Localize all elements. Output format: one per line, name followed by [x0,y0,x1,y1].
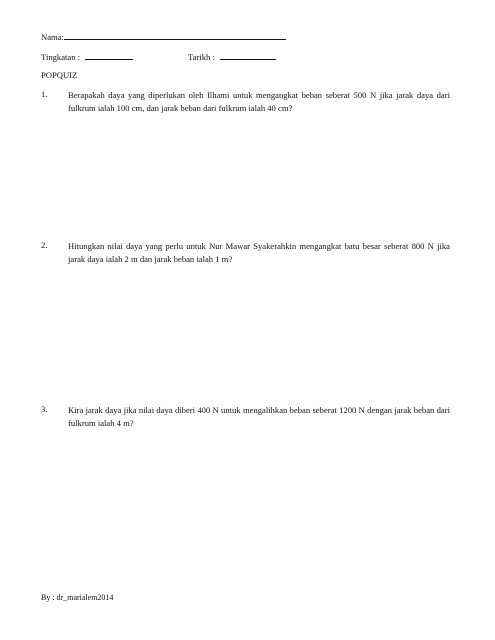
date-field [188,50,276,63]
question-number: 2. [41,240,48,250]
class-field [41,50,133,63]
question-text: Berapakah daya yang diperlukan oleh Ilhami untuk mengangkat beban seberat 500 N jika jarak daya dari fulkrum ialah 100 cm, dan jarak beban dari fulkrum ialah 40 cm? [68,90,450,113]
page-title: POPQUIZ [41,70,78,80]
date-label: Tarikh : [188,52,215,62]
name-blank-line [64,30,286,40]
name-label: Nama: [41,32,64,42]
question-number: 3. [41,404,48,414]
class-blank-line [85,50,133,60]
date-blank-line [220,50,276,60]
class-label: Tingkatan : [41,52,81,62]
question-text: Hitungkan nilai daya yang perlu untuk Nur Mawar Syakerahkin mengangkat batu besar seberat 800 N jika jarak daya ialah 2 m dan jarak beban ialah 1 m? [68,241,450,264]
author-footer: By : dr_marialem2014 [41,593,114,602]
question-number: 1. [41,89,48,99]
question-text: Kira jarak daya jika nilai daya diberi 400 N untuk mengalihkan beban seberat 1200 N dengan jarak beban dari fulkrum ialah 4 m? [68,405,450,428]
name-field [41,30,286,43]
